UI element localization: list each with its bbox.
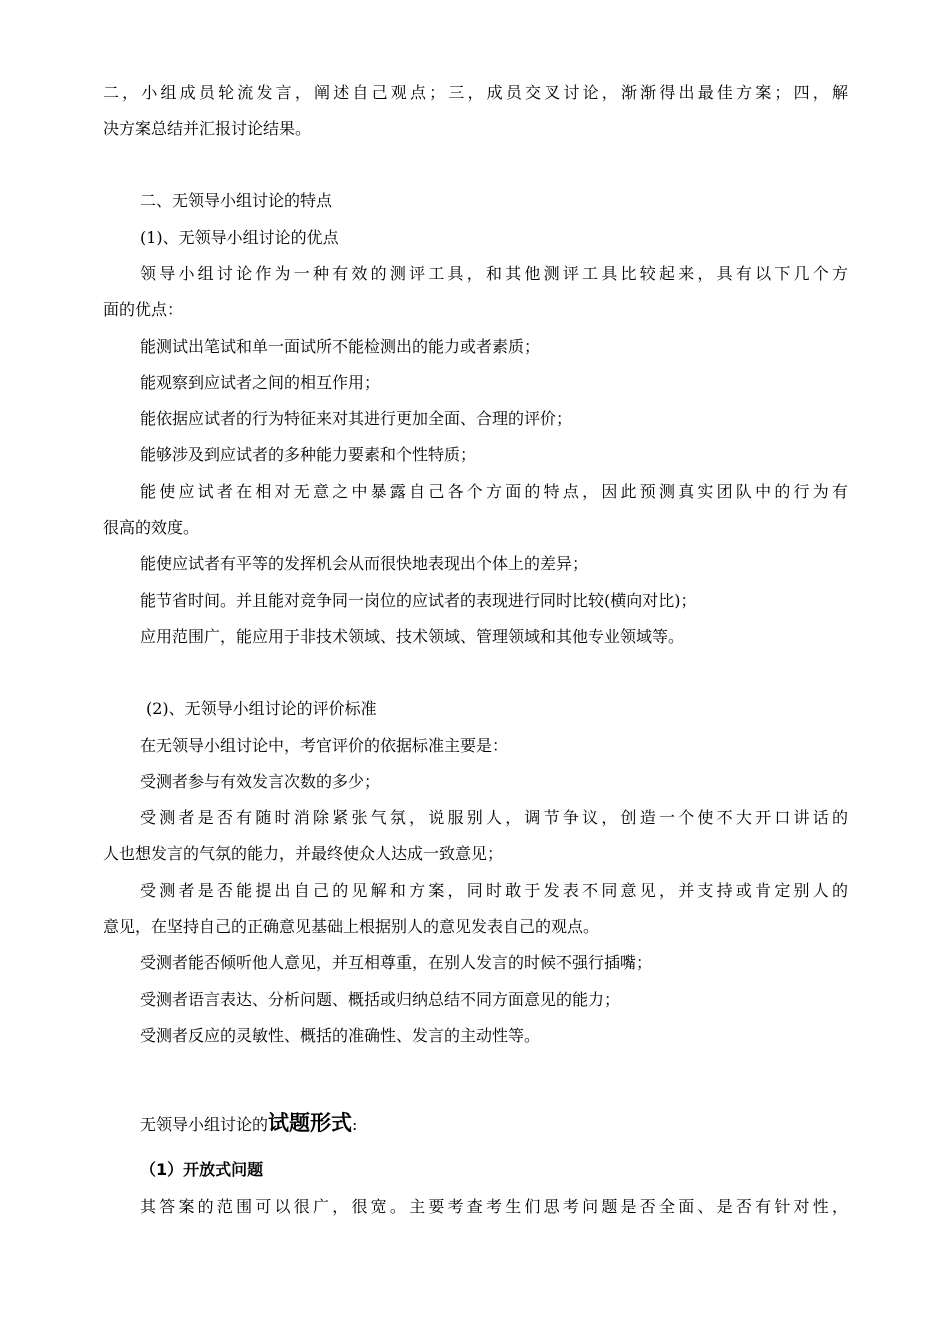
paragraph-line: 人也想发言的气氛的能力，并最终使众人达成一致意见； [103, 844, 504, 863]
list-item: 应用范围广，能应用于非技术领域、技术领域、管理领域和其他专业领域等。 [140, 627, 685, 646]
list-item: 受测者是否能提出自己的见解和方案，同时敢于发表不同意见，并支持或肯定别人的 [140, 881, 848, 900]
list-item: 受测者是否有随时消除紧张气氛，说服别人，调节争议，创造一个使不大开口讲话的 [140, 808, 848, 827]
list-item: 能使应试者在相对无意之中暴露自己各个方面的特点，因此预测真实团队中的行为有 [140, 482, 848, 501]
list-item: 能观察到应试者之间的相互作用； [140, 373, 381, 392]
list-item: 受测者反应的灵敏性、概括的准确性、发言的主动性等。 [140, 1026, 541, 1045]
format-heading-suffix: : [352, 1115, 358, 1134]
paragraph-line: 意见，在坚持自己的正确意见基础上根据别人的意见发表自己的观点。 [103, 917, 600, 936]
subsection-heading: (1)、无领导小组讨论的优点 [140, 228, 339, 247]
section-heading: 二、无领导小组讨论的特点 [140, 191, 333, 210]
paragraph-line: 二，小组成员轮流发言，阐述自己观点；三，成员交叉讨论，渐渐得出最佳方案；四，解 [103, 83, 848, 102]
paragraph-line: 其答案的范围可以很广，很宽。主要考查考生们思考问题是否全面、是否有针对性， [140, 1197, 848, 1216]
paragraph-line: 领导小组讨论作为一种有效的测评工具，和其他测评工具比较起来，具有以下几个方 [140, 264, 848, 283]
list-item: 受测者能否倾听他人意见，并互相尊重，在别人发言的时候不强行插嘴； [140, 953, 653, 972]
list-item: 能使应试者有平等的发挥机会从而很快地表现出个体上的差异； [140, 554, 589, 573]
list-item: 受测者参与有效发言次数的多少； [140, 772, 381, 791]
list-item: 能够涉及到应试者的多种能力要素和个性特质； [140, 445, 477, 464]
subsection-heading: (2)、无领导小组讨论的评价标准 [146, 699, 377, 718]
paragraph-line: 很高的效度。 [103, 518, 200, 537]
paragraph-line: 决方案总结并汇报讨论结果。 [103, 119, 312, 138]
list-item: 能节省时间。并且能对竞争同一岗位的应试者的表现进行同时比较(横向对比)； [140, 591, 697, 610]
paragraph-line: 面的优点： [103, 300, 184, 319]
open-question-heading: （1）开放式问题 [140, 1160, 264, 1179]
paragraph-line: 在无领导小组讨论中，考官评价的依据标准主要是： [140, 736, 509, 755]
format-heading-emphasis: 试题形式 [268, 1111, 353, 1135]
list-item: 能测试出笔试和单一面试所不能检测出的能力或者素质； [140, 337, 541, 356]
format-heading [140, 1110, 848, 1138]
list-item: 能依据应试者的行为特征来对其进行更加全面、合理的评价； [140, 409, 573, 428]
list-item: 受测者语言表达、分析问题、概括或归纳总结不同方面意见的能力； [140, 990, 621, 1009]
format-heading-prefix: 无领导小组讨论的 [140, 1115, 269, 1134]
